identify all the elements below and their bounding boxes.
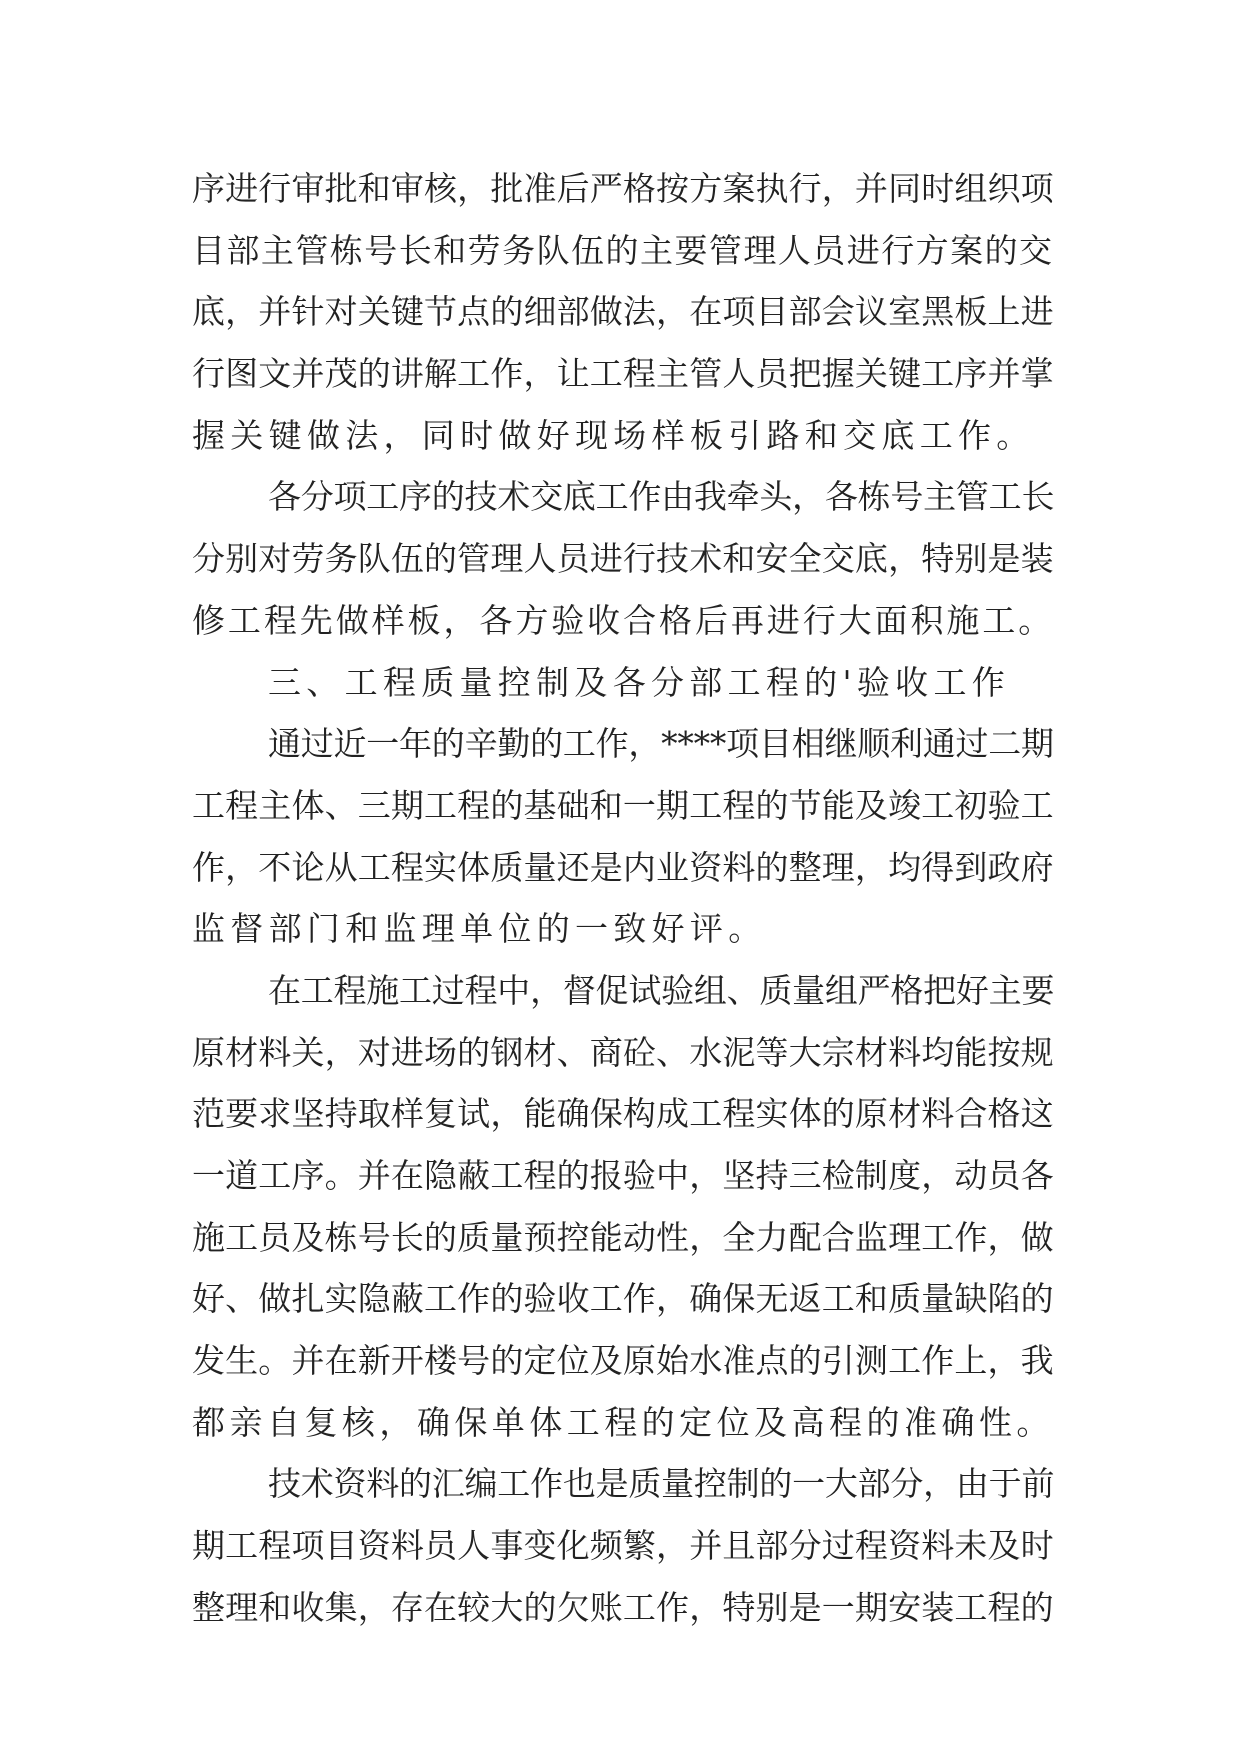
- text-line: 分别对劳务队伍的管理人员进行技术和安全交底，特别是装: [192, 539, 1054, 579]
- paragraph: [192, 652, 1054, 714]
- text-line: 握关键做法，同时做好现场样板引路和交底工作。: [192, 415, 1035, 455]
- text-line: 作，不论从工程实体质量还是内业资料的整理，均得到政府: [192, 847, 1054, 887]
- text-line: 都亲自复核，确保单体工程的定位及高程的准确性。: [192, 1402, 1054, 1442]
- text-line: 技术资料的汇编工作也是质量控制的一大部分，由于前: [268, 1464, 1055, 1504]
- text-line: 一道工序。并在隐蔽工程的报验中，坚持三检制度，动员各: [192, 1156, 1054, 1195]
- text-line: 修工程先做样板，各方验收合格后再进行大面积施工。: [192, 600, 1055, 640]
- paragraph: [192, 1453, 1054, 1638]
- text-line: 发生。并在新开楼号的定位及原始水准点的引测工作上，我: [192, 1341, 1054, 1381]
- text-line: 目部主管栋号长和劳务队伍的主要管理人员进行方案的交: [192, 230, 1054, 270]
- text-line: 序进行审批和审核，批准后严格按方案执行，并同时组织项: [192, 169, 1054, 208]
- text-line: 期工程项目资料员人事变化频繁，并且部分过程资料未及时: [192, 1526, 1054, 1566]
- text-line: 施工员及栋号长的质量预控能动性，全力配合监理工作，做: [192, 1217, 1054, 1257]
- text-line: 原材料关，对进场的钢材、商砼、水泥等大宗材料均能按规: [192, 1032, 1054, 1072]
- paragraph: [192, 466, 1054, 651]
- text-line: 好、做扎实隐蔽工作的验收工作，确保无返工和质量缺陷的: [192, 1279, 1054, 1319]
- text-line: 在工程施工过程中，督促试验组、质量组严格把好主要: [268, 970, 1055, 1010]
- text-line: 通过近一年的辛勤的工作，****项目相继顺利通过二期: [268, 724, 1054, 764]
- document-body: [192, 158, 1054, 1639]
- text-line: 三、工程质量控制及各分部工程的'验收工作: [268, 662, 1011, 702]
- text-line: 底，并针对关键节点的细部做法，在项目部会议室黑板上进: [192, 292, 1054, 332]
- paragraph: [192, 158, 1054, 466]
- text-line: 范要求坚持取样复试，能确保构成工程实体的原材料合格这: [192, 1094, 1054, 1134]
- paragraph: [192, 960, 1054, 1454]
- text-line: 监督部门和监理单位的一致好评。: [192, 909, 767, 949]
- text-line: 各分项工序的技术交底工作由我牵头，各栋号主管工长: [268, 477, 1055, 517]
- text-line: 行图文并茂的讲解工作，让工程主管人员把握关键工序并掌: [192, 354, 1054, 394]
- paragraph: [192, 713, 1054, 960]
- text-line: 工程主体、三期工程的基础和一期工程的节能及竣工初验工: [192, 785, 1054, 825]
- text-line: 整理和收集，存在较大的欠账工作，特别是一期安装工程的: [192, 1587, 1054, 1627]
